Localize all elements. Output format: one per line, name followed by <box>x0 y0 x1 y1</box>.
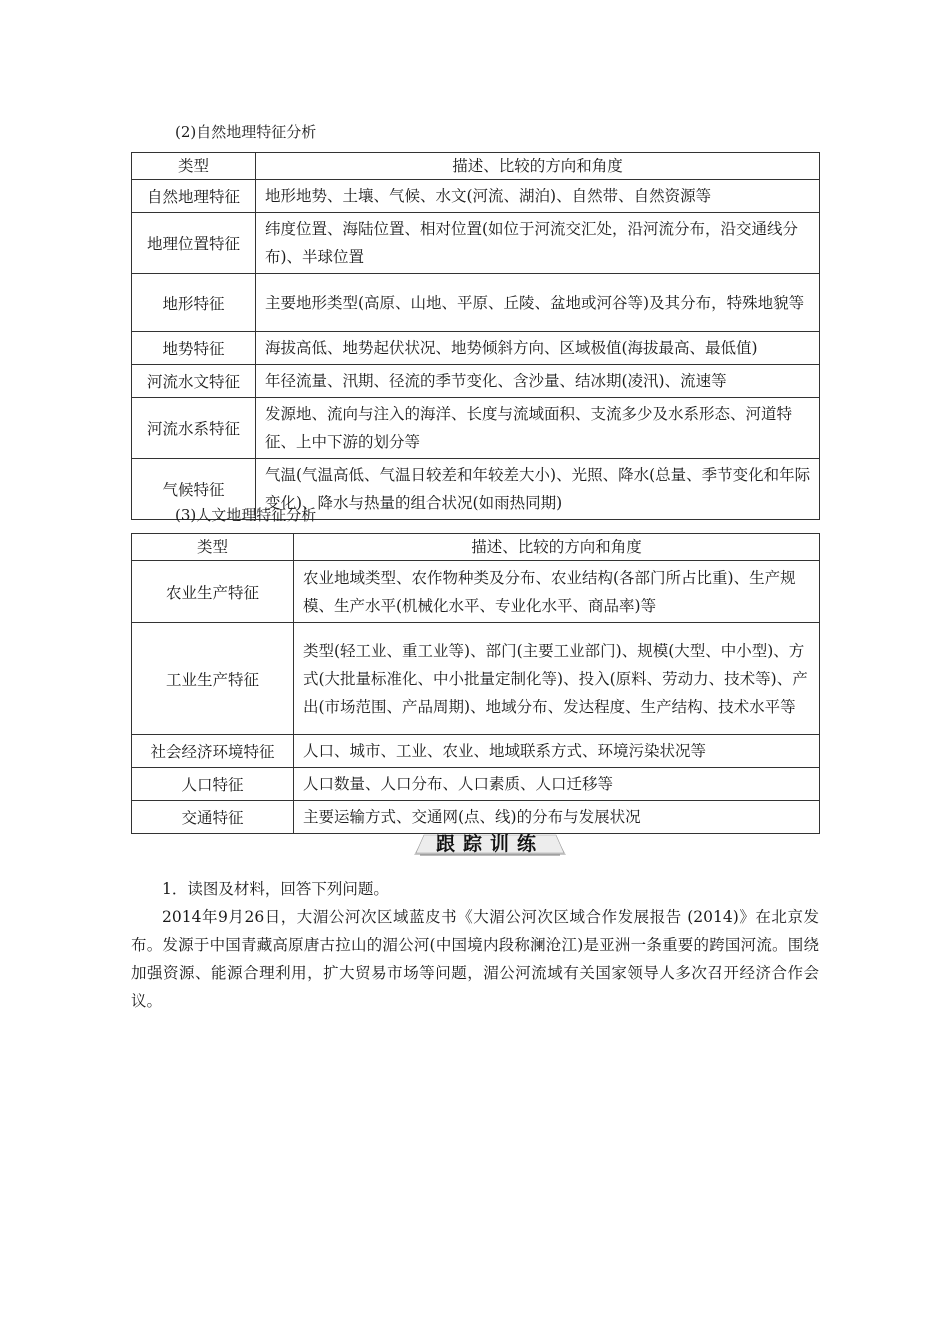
table-row <box>132 398 820 459</box>
section-banner <box>414 829 566 859</box>
row-type: 地形特征 <box>132 274 256 332</box>
row-type: 地势特征 <box>132 332 256 365</box>
table-header-row <box>132 534 820 561</box>
row-desc: 年径流量、汛期、径流的季节变化、含沙量、结冰期(凌汛)、流速等 <box>256 365 820 398</box>
row-type: 河流水文特征 <box>132 365 256 398</box>
row-type: 农业生产特征 <box>132 561 294 623</box>
human-geography-table <box>131 533 820 834</box>
natural-geography-table <box>131 152 820 520</box>
row-desc: 发源地、流向与注入的海洋、长度与流域面积、支流多少及水系形态、河道特征、上中下游的划分等 <box>256 398 820 459</box>
header-desc: 描述、比较的方向和角度 <box>256 153 820 180</box>
table-row <box>132 735 820 768</box>
banner-label: 跟踪训练 <box>435 833 544 855</box>
table-row <box>132 623 820 735</box>
row-type: 交通特征 <box>132 801 294 834</box>
row-desc: 人口、城市、工业、农业、地域联系方式、环境污染状况等 <box>294 735 820 768</box>
header-desc: 描述、比较的方向和角度 <box>294 534 820 561</box>
row-desc: 纬度位置、海陆位置、相对位置(如位于河流交汇处，沿河流分布，沿交通线分布)、半球位置 <box>256 213 820 274</box>
table-row <box>132 768 820 801</box>
row-desc: 人口数量、人口分布、人口素质、人口迁移等 <box>294 768 820 801</box>
row-type: 河流水系特征 <box>132 398 256 459</box>
row-desc: 农业地域类型、农作物种类及分布、农业结构(各部门所占比重)、生产规模、生产水平(机械化水平、专业化水平、商品率)等 <box>294 561 820 623</box>
row-desc: 海拔高低、地势起伏状况、地势倾斜方向、区域极值(海拔最高、最低值) <box>256 332 820 365</box>
row-desc: 地形地势、土壤、气候、水文(河流、湖泊)、自然带、自然资源等 <box>256 180 820 213</box>
exercise-text <box>131 875 819 1015</box>
table-row <box>132 274 820 332</box>
row-type: 地理位置特征 <box>132 213 256 274</box>
natural-section-title: (2)自然地理特征分析 <box>175 123 317 141</box>
table-row <box>132 561 820 623</box>
exercise-material: 2014年9月26日，大湄公河次区域蓝皮书《大湄公河次区域合作发展报告 (2014)》在北京发布。发源于中国青藏高原唐古拉山的湄公河(中国境内段称澜沧江)是亚洲一条重要的跨国河流。围绕加强资源、能源合理利用，扩大贸易市场等问题，湄公河流域有关国家领导人多次召开经济合作会议。 <box>131 908 819 1010</box>
table-row <box>132 365 820 398</box>
row-type: 社会经济环境特征 <box>132 735 294 768</box>
row-desc: 类型(轻工业、重工业等)、部门(主要工业部门)、规模(大型、中小型)、方式(大批量标准化、中小批量定制化等)、投入(原料、劳动力、技术等)、产出(市场范围、产品周期)、地域分布、发达程度、生产结构、技术水平等 <box>294 623 820 735</box>
row-desc: 气温(气温高低、气温日较差和年较差大小)、光照、降水(总量、季节变化和年际变化)、降水与热量的组合状况(如雨热同期) <box>256 459 820 520</box>
header-type: 类型 <box>132 153 256 180</box>
table-row <box>132 332 820 365</box>
exercise-question: 1．读图及材料，回答下列问题。 <box>162 880 389 898</box>
human-section-title: (3)人文地理特征分析 <box>175 506 317 524</box>
row-desc: 主要运输方式、交通网(点、线)的分布与发展状况 <box>294 801 820 834</box>
row-type: 自然地理特征 <box>132 180 256 213</box>
header-type: 类型 <box>132 534 294 561</box>
table-row <box>132 213 820 274</box>
table-header-row <box>132 153 820 180</box>
table-row <box>132 180 820 213</box>
row-type: 气候特征 <box>132 459 256 520</box>
row-desc: 主要地形类型(高原、山地、平原、丘陵、盆地或河谷等)及其分布，特殊地貌等 <box>256 274 820 332</box>
row-type: 工业生产特征 <box>132 623 294 735</box>
row-type: 人口特征 <box>132 768 294 801</box>
